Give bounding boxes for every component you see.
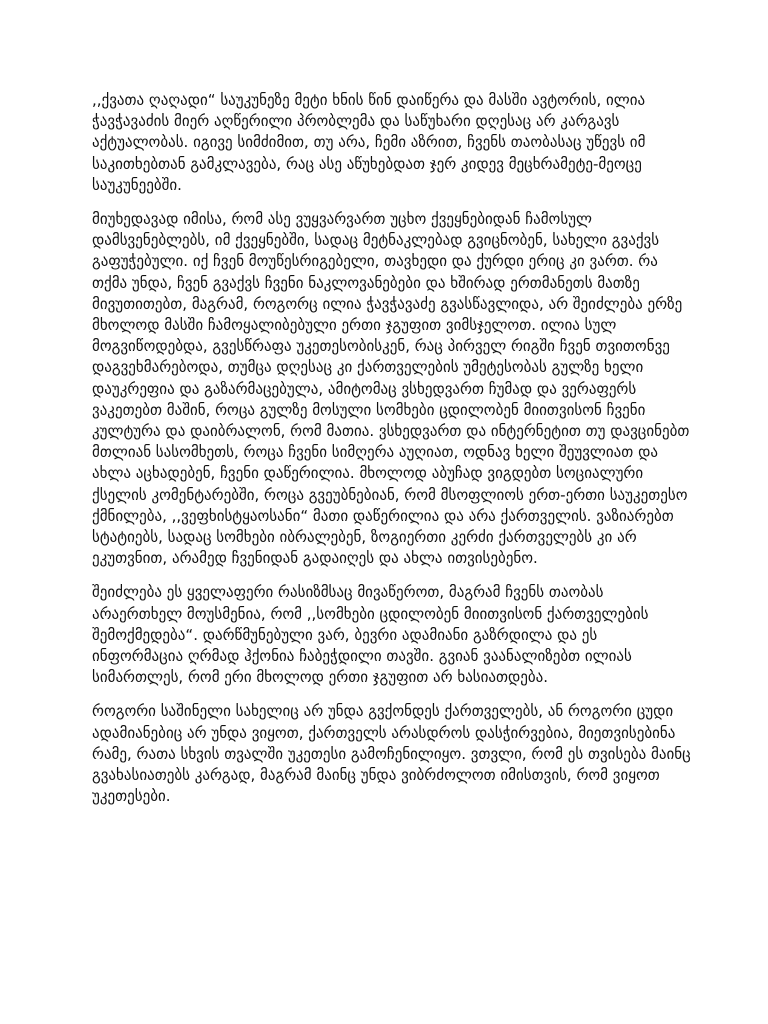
paragraph-1: ,,ქვათა ღაღადი“ საუკუნეზე მეტი ხნის წინ დაიწერა და მასში ავტორის, ილია ჭავჭავაძის მიერ აღწერილი პრობლემა და საწუხარი დღესაც არ კარგავს აქტუალობას. იგივე სიმძიმით, თუ არა, ჩემი აზრით, ჩვენს თაობასაც უწევს იმ საკითხებთან გამკლავება, რაც ასე აწუხებდათ ჯერ კიდევ მეცხრამეტე-მეოცე საუკუნეებში. [92,91,646,194]
document-page [92,90,692,821]
paragraph-3: შეიძლება ეს ყველაფერი რასიზმსაც მივაწეროთ, მაგრამ ჩვენს თაობას არაერთხელ მოუსმენია, რომ ,,სომხები ცდილობენ მიითვისონ ქართველების შემოქმედება“. დარწმუნებული ვარ, ბევრი ადამიანი გაზრდილა და ეს ინფორმაცია ღრმად ჰქონია ჩაბეჭდილი თავში. გვიან ვაანალიზებთ ილიას სიმართლეს, რომ ერი მხოლოდ ერთი ჯგუფით არ ხასიათდება. [92,583,649,687]
paragraph-4: როგორი საშინელი სახელიც არ უნდა გვქონდეს ქართველებს, ან როგორი ცუდი ადამიანებიც არ უნდა ვიყოთ, ქართველს არასდროს დასჭირვებია, მიეთვისებინა რამე, რათა სხვის თვალში უკეთესი გამოჩენილიყო. ვთვლი, რომ ეს თვისება მაინც გვახასიათებს კარგად, მაგრამ მაინც უნდა ვიბრძოლოთ იმისთვის, რომ ვიყოთ უკეთესები. [92,702,691,806]
paragraph-2: მიუხედავად იმისა, რომ ასე ვუყვარვართ უცხო ქვეყნებიდან ჩამოსულ დამსვენებლებს, იმ ქვეყნებში, სადაც მეტნაკლებად გვიცნობენ, სახელი გვაქვს გაფუჭებული. იქ ჩვენ მოუწესრიგებელი, თავხედი და ქურდი ერიც კი ვართ. რა თქმა უნდა, ჩვენ გვაქვს ჩვენი ნაკლოვანებები და ხშირად ერთმანეთს მათზე მივუთითებთ, მაგრამ, როგორც ილია ჭავჭავაძე გვასწავლიდა, არ შეიძლება ერზე მხოლოდ მასში ჩამოყალიბებული ერთი ჯგუფით ვიმსჯელოთ. ილია სულ მოგვიწოდებდა, გვესწრაფა უკეთესობისკენ, რაც პირველ რიგში ჩვენ თვითონვე დაგვეხმარებოდა, თუმცა დღესაც კი ქართველების უმეტესობას გულზე ხელი დაუკრეფია და გაზარმაცებულა, ამიტომაც ვსხედვართ ჩუმად და ვერაფერს ვაკეთებთ მაშინ, როცა გულზე მოსული სომხები ცდილობენ მიითვისონ ჩვენი კულტურა და დაიბრალონ, რომ მათია. ვსხედვართ და ინტერნეტით თუ დავცინებთ მთლიან სასომხეთს, როცა ჩვენი სიმღერა აუღიათ, ოდნავ ხელი შეუვლიათ და ახლა აცხადებენ, ჩვენი დაწერილია. მხოლოდ აბუჩად ვიგდებთ სოციალური ქსელის კომენტარებში, როცა გვეუბნებიან, რომ მსოფლიოს ერთ-ერთი საუკეთესო ქმნილება, ,,ვეფხისტყაოსანი“ მათი დაწერილია და არა ქართველის. ვაზიარებთ სტატიებს, სადაც სომხები იბრალებენ, ზოგიერთი კერძი ქართველებს კი არ ეკუთვნით, არამედ ჩვენიდან გადაიღეს და ახლა ითვისებენო. [92,210,690,568]
